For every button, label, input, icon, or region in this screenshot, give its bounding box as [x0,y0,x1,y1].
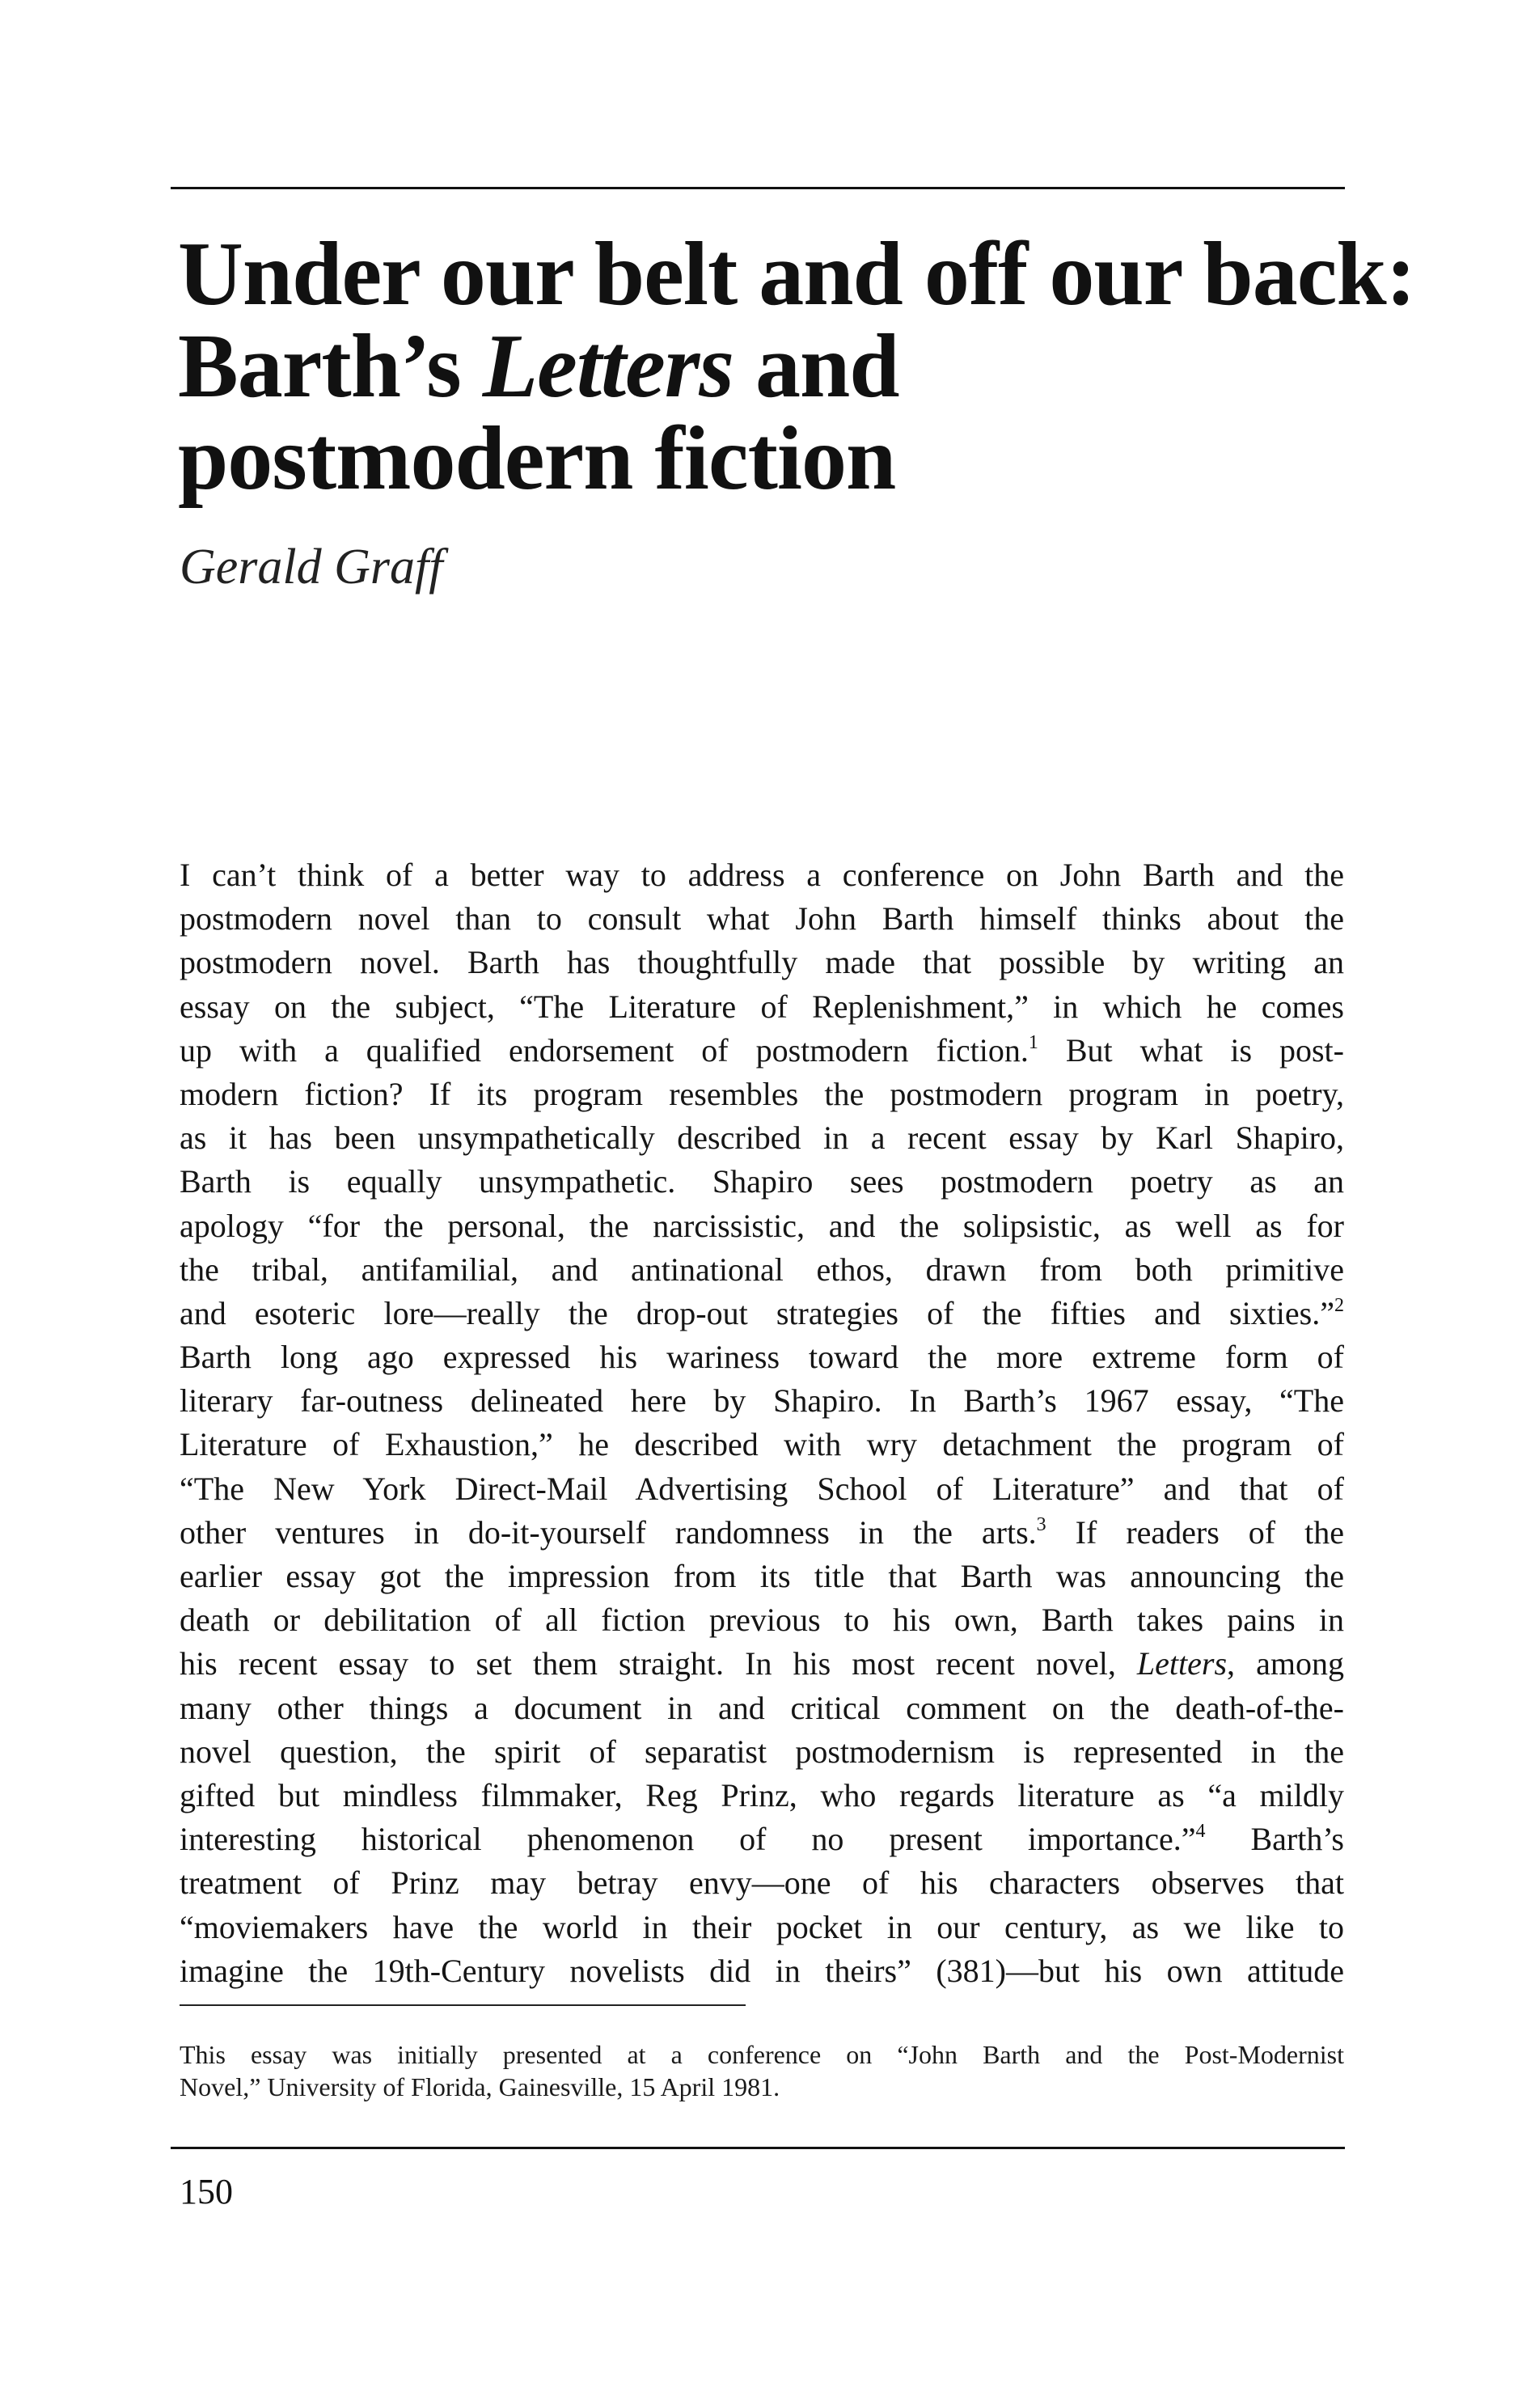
body-line [180,1292,1344,1335]
title-italic-letters: Letters [482,316,734,417]
bottom-rule [171,2147,1345,2149]
body-line [180,1818,1344,1861]
body-line-text: and esoteric lore—really the drop-out strategies of the fifties and sixties.” [180,1294,1334,1331]
body-line: Barth is equally unsympathetic. Shapiro sees postmodern poetry as an [180,1163,1344,1200]
title-line-3: postmodern fiction [178,408,896,509]
body-line: death or debilitation of all fiction previous to his own, Barth takes pains in [180,1602,1344,1639]
body-line: earlier essay got the impression from its title that Barth was announcing the [180,1558,1344,1594]
body-line: the tribal, antifamilial, and antinational ethos, drawn from both primitive [180,1251,1344,1288]
body-line: as it has been unsympathetically described in a recent essay by Karl Shapiro, [180,1119,1344,1157]
top-rule [171,187,1345,189]
footnote-rule [180,2004,746,2006]
title-line-2-post: and [733,316,899,417]
footnote-ref-3: 3 [1036,1513,1046,1535]
body-line: Barth long ago expressed his wariness toward the more extreme form of [180,1339,1344,1376]
footnote-ref-4: 4 [1195,1821,1206,1843]
title-line-2-pre: Barth’s [178,316,483,417]
body-line: postmodern novel. Barth has thoughtfully made that possible by writing an [180,944,1344,981]
body-line: “moviemakers have the world in their pocket in our century, as we like to [180,1908,1344,1945]
italic-letters: Letters [1136,1645,1228,1682]
title-line-2 [178,316,1359,417]
body-line [180,1029,1344,1073]
page-number: 150 [180,2172,233,2211]
body-line: modern fiction? If its program resembles the postmodern program in poetry, [180,1075,1344,1112]
body-line-text: Barth’s [1205,1821,1344,1858]
body-line-text: up with a qualified endorsement of postmodern fiction. [180,1031,1029,1069]
body-line: many other things a document in and critical comment on the death-of-the- [180,1689,1344,1726]
title-line-1: Under our belt and off our back: [178,224,1415,324]
body-line: gifted but mindless filmmaker, Reg Prinz, who regards literature as “a mildly [180,1776,1344,1813]
body-line-text: his recent essay to set them straight. In his most recent novel, [180,1645,1137,1682]
body-line-text: But what is post- [1038,1031,1344,1069]
body-paragraph [180,853,1344,1993]
footnote-ref-1: 1 [1028,1031,1038,1053]
body-line: literary far-outness delineated here by Shapiro. In Barth’s 1967 essay, “The [180,1382,1344,1420]
body-line-text: , among [1227,1645,1344,1682]
footnote-ref-2: 2 [1334,1294,1344,1316]
body-line [180,1511,1344,1555]
body-line: imagine the 19th-Century novelists did in theirs” (381)—but his own attitude [180,1952,1344,1989]
footnote-line-1: This essay was initially presented at a conference on “John Barth and the Post-Modernist [180,2040,1344,2069]
footnote [180,2038,1344,2103]
footnote-line-2: Novel,” University of Florida, Gainesville, 15 April 1981. [180,2072,780,2101]
body-line [180,1642,1344,1686]
body-line: “The New York Direct-Mail Advertising School of Literature” and that of [180,1470,1344,1507]
body-line-text: other ventures in do-it-yourself randomness in the arts. [180,1513,1037,1551]
body-line: apology “for the personal, the narcissistic, and the solipsistic, as well as for [180,1207,1344,1244]
body-line-text: interesting historical phenomenon of no present importance.” [180,1821,1196,1858]
body-line: I can’t think of a better way to address a conference on John Barth and the [180,857,1344,893]
body-line: Literature of Exhaustion,” he described with wry detachment the program of [180,1426,1344,1463]
body-line: treatment of Prinz may betray envy—one of his characters observes that [180,1864,1344,1902]
body-line: postmodern novel than to consult what John Barth himself thinks about the [180,900,1344,937]
body-line-text: If readers of the [1046,1513,1345,1551]
author-name: Gerald Graff [180,540,443,595]
article-title [178,224,1415,509]
body-line: novel question, the spirit of separatist postmodernism is represented in the [180,1733,1344,1770]
body-line: essay on the subject, “The Literature of Replenishment,” in which he comes [180,988,1344,1025]
